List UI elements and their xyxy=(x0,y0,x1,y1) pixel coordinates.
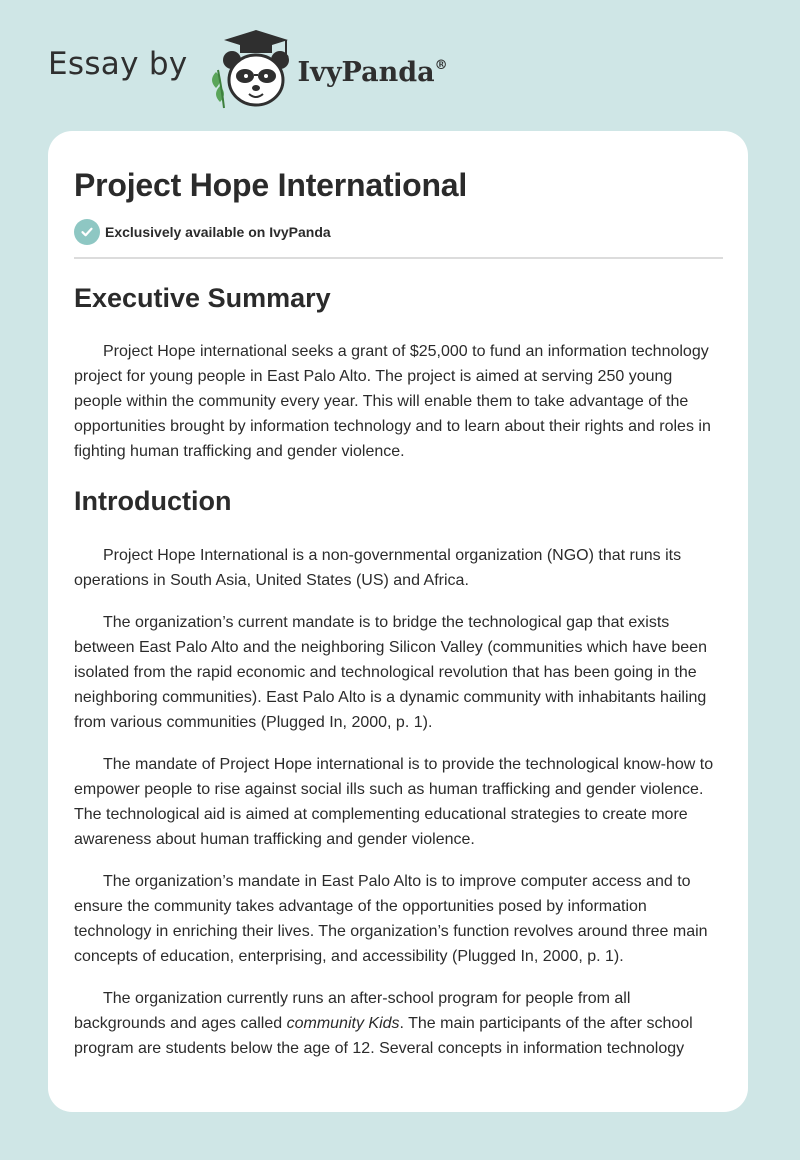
brand-name xyxy=(298,57,448,88)
paragraph xyxy=(74,986,722,1061)
program-name: community Kids xyxy=(286,1015,400,1032)
divider xyxy=(74,257,723,259)
paragraph-text: . The main participants of the after school program are students below the age of 12. Several concepts in information technology xyxy=(74,1015,693,1057)
section-heading-executive-summary: Executive Summary xyxy=(74,283,331,313)
paragraph: The organization’s current mandate is to bridge the technological gap that exists between East Palo Alto and the neighboring Silicon Valley (communities which have been isolated from the rapid economic and technological revolution that has been going in the neighboring communities). East Palo Alto is a dynamic community with inhabitants hailing from various communities (Plugged In, 2000, p. 1). xyxy=(74,614,707,731)
paragraph: Project Hope International is a non-governmental organization (NGO) that runs its operations in South Asia, United States (US) and Africa. xyxy=(74,547,682,589)
registered-mark: ® xyxy=(434,57,448,73)
page-title: Project Hope International xyxy=(74,167,468,203)
section-heading-introduction: Introduction xyxy=(74,486,232,516)
paragraph-text: The organization currently runs an after-school program for people from all backgrounds and ages called xyxy=(74,990,631,1032)
paragraph: Project Hope international seeks a grant of $25,000 to fund an information technology project for young people in East Palo Alto. The project is aimed at serving 250 young people within the community every year. This will enable them to take advantage of the opportunities brought by information technology and to learn about their rights and roles in fighting human trafficking and gender violence. xyxy=(74,343,711,460)
essay-card xyxy=(48,131,748,1112)
site-header xyxy=(48,30,548,110)
paragraph: The organization’s mandate in East Palo Alto is to improve computer access and to ensure the community takes advantage of the opportunities posed by information technology in enriching their lives. The organization’s function revolves around three main concepts of education, enterprising, and accessibility (Plugged In, 2000, p. 1). xyxy=(74,873,708,965)
ivypanda-logo-icon xyxy=(202,30,298,110)
check-icon xyxy=(74,219,100,245)
paragraph: The mandate of Project Hope international is to provide the technological know-how to empower people to rise against social ills such as human trafficking and gender violence. The technological aid is aimed at complementing educational strategies to create more awareness about human trafficking and gender violence. xyxy=(74,756,714,848)
exclusive-badge xyxy=(74,219,722,245)
brand-label: IvyPanda xyxy=(297,56,435,88)
badge-text: Exclusively available on IvyPanda xyxy=(105,224,331,240)
essay-by-label: Essay by xyxy=(48,46,188,82)
